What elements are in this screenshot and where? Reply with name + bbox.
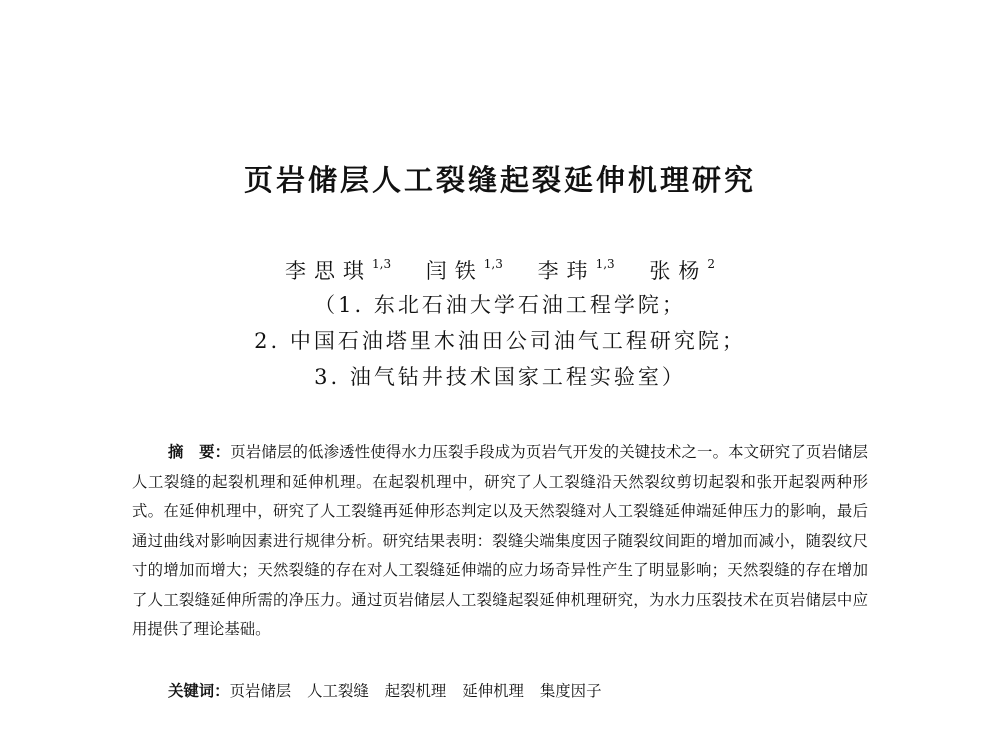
keyword: 起裂机理 (384, 682, 447, 700)
author-name: 李思琪 (285, 259, 372, 283)
author (538, 255, 615, 285)
author-affiliation-mark: 1,3 (372, 257, 392, 271)
keywords-label: 关键词： (168, 682, 230, 700)
affiliation-line: 3. 油气钻井技术国家工程实验室） (314, 365, 686, 389)
keywords (168, 678, 617, 704)
author-name: 李玮 (537, 259, 596, 283)
keyword: 人工裂缝 (307, 682, 369, 700)
author-affiliation-mark: 1,3 (483, 257, 503, 271)
abstract-text: 页岩储层的低渗透性使得水力压裂手段成为页岩气开发的关键技术之一。本文研究了页岩储层人工裂缝的起裂机理和延伸机理。在起裂机理中，研究了人工裂缝沿天然裂纹剪切起裂和张开起裂两种形式。在延伸机理中，研究了人工裂缝再延伸形态判定以及天然裂缝对人工裂缝延伸端延伸压力的影响，最后通过曲线对影响因素进行规律分析。研究结果表明：裂缝尖端集度因子随裂纹间距的增加而减小，随裂纹尺寸的增加而增大；天然裂缝的存在对人工裂缝延伸端的应力场奇异性产生了明显影响；天然裂缝的存在增加了人工裂缝延伸所需的净压力。通过页岩储层人工裂缝起裂延伸机理研究，为水力压裂技术在页岩储层中应用提供了理论基础。 (132, 443, 868, 638)
affiliation-line: （1. 东北石油大学石油工程学院； (314, 293, 686, 317)
keyword: 集度因子 (539, 682, 602, 700)
author-name: 张杨 (649, 259, 708, 283)
author-list (0, 255, 1000, 285)
author (285, 255, 391, 285)
paper-title: 页岩储层人工裂缝起裂延伸机理研究 (243, 163, 756, 197)
author (649, 255, 715, 285)
abstract-label: 摘 要： (168, 443, 231, 461)
affiliation-line: 2. 中国石油塔里木油田公司油气工程研究院； (254, 329, 746, 353)
abstract (132, 438, 868, 645)
author-affiliation-mark: 1,3 (595, 257, 615, 271)
keyword: 延伸机理 (462, 682, 524, 700)
keyword: 页岩储层 (229, 682, 292, 700)
author-name: 闫铁 (425, 259, 484, 283)
author-affiliation-mark: 2 (707, 257, 715, 271)
author (426, 255, 503, 285)
